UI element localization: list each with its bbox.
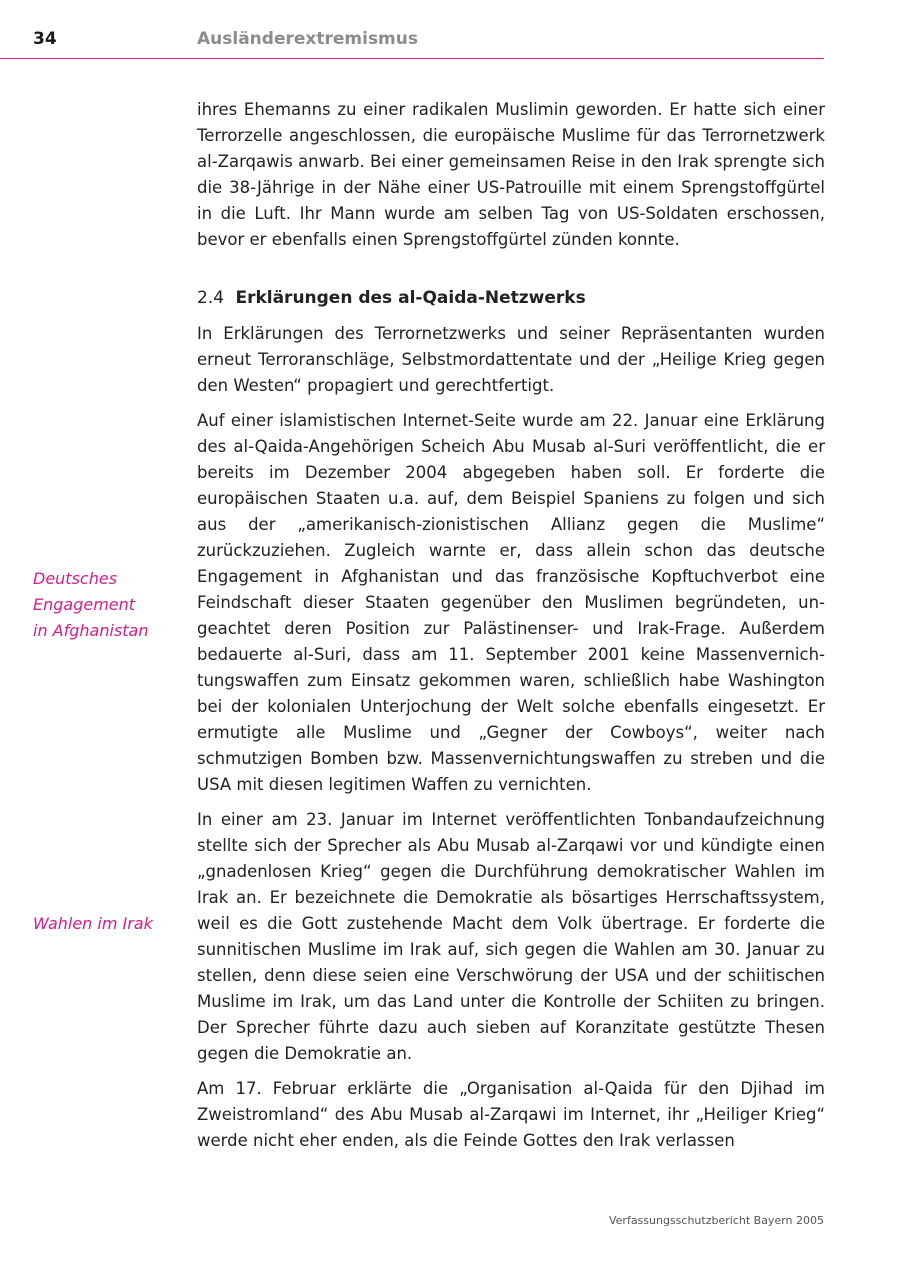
intro-paragraph: ihres Ehemanns zu einer radikalen Muslimin geworden. Er hatte sich einer Terrorzelle angeschlossen, die europäische Muslime für das Terrornetzwerk al-Zarqawis anwarb. Bei einer gemeinsamen Reise in den Irak sprengte sich die 38-Jährige in der Nähe einer US-Patrouille mit einem Sprengstoffgürtel in die Luft. Ihr Mann wurde am selben Tag von US-Soldaten erschossen, bevor er ebenfalls einen Sprengstoffgürtel zünden konnte. — [197, 100, 825, 249]
page-footer: Verfassungsschutzbericht Bayern 2005 — [608, 1214, 824, 1227]
paragraph-february: Am 17. Februar erklärte die „Organisation al-Qaida für den Djihad im Zweistromland“ des Abu Musab al-Zarqawi im Internet, ihr „Heiliger Krieg“ werde nicht eher enden, als die Feinde Gottes den Irak verlassen — [197, 1079, 825, 1150]
paragraph-al-suri: Auf einer islamistischen Internet-Seite wurde am 22. Januar eine Erklärung des al-Qaida-Angehörigen Scheich Abu Musab al-Suri veröffentlicht, die er bereits im Dezember 2004 abgegeben haben soll. Er forderte die europäischen Staaten u.a. auf, dem Beispiel Spaniens zu folgen und sich aus der „amerikanisch-zionistischen Allianz gegen die Muslime“ zurückzuziehen. Zugleich warnte er, dass allein schon das deutsche Engagement in Afghanistan und das französische Kopftuchverbot eine Feindschaft dieser Staaten gegenüber den Muslimen begründeten, ungeachtet deren Position zur Palästinenser- und Irak-Frage. Außerdem bedauerte al-Suri, dass am 11. September 2001 keine Massenvernichtungswaffen zum Einsatz gekommen waren, schließlich habe Washington bei der kolonialen Unterjochung der Welt solche ebenfalls eingesetzt. Er ermutigte alle Muslime und „Gegner der Cowboys“, weiter nach schmutzigen Bomben bzw. Massenvernichtungswaffen zu streben und die USA mit diesen legitimen Waffen zu vernichten. — [197, 411, 825, 794]
section-number: 2.4 — [197, 288, 225, 308]
paragraph-al-zarqawi: In einer am 23. Januar im Internet veröffentlichten Tonbandaufzeichnung stellte sich der Sprecher als Abu Musab al-Zarqawi vor und kündigte einen „gnadenlosen Krieg“ gegen die Durchführung demokratischer Wahlen im Irak an. Er bezeichnete die Demokratie als bösartiges Herrschaftssystem, weil es die Gott zustehende Macht dem Volk übertrage. Er forderte die sunnitischen Muslime im Irak auf, sich gegen die Wahlen am 30. Januar zu stellen, denn diese seien eine Verschwörung der USA und der schiitischen Muslime im Irak, um das Land unter die Kontrolle der Schiiten zu bringen. Der Sprecher führte dazu auch sieben auf Koranzitate gestützte Thesen gegen die Demokratie an. — [197, 810, 825, 1063]
header-title: Ausländerextremismus — [197, 29, 418, 49]
main-content — [197, 97, 825, 1163]
section-heading — [197, 285, 825, 311]
section-title: Erklärungen des al-Qaida-Netzwerks — [235, 288, 586, 308]
margin-note-afghanistan: Deutsches Engagement in Afghanistan — [33, 569, 149, 640]
margin-note-wahlen: Wahlen im Irak — [33, 914, 153, 933]
paragraph-statements: In Erklärungen des Terrornetzwerks und seiner Repräsentanten wurden erneut Terroranschläge, Selbstmordattentate und der „Heilige Krieg gegen den Westen“ propagiert und gerechtfertigt. — [197, 324, 825, 395]
page-number: 34 — [33, 29, 57, 49]
page-header — [0, 0, 824, 59]
